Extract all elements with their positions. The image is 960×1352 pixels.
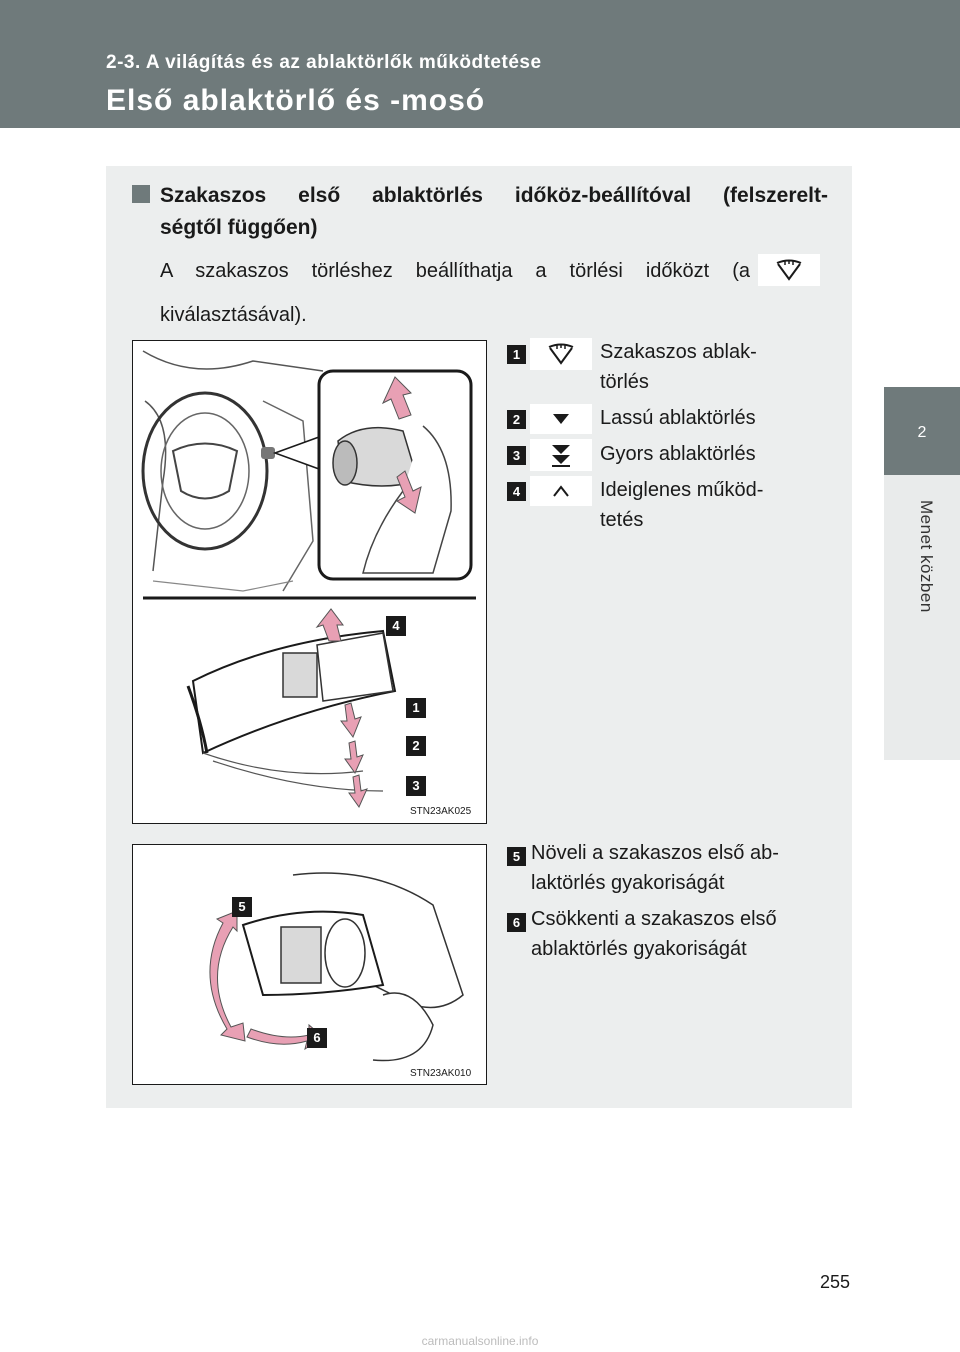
legend-badge-5: 5 <box>507 847 526 866</box>
section-heading-line2: ségtől függően) <box>160 216 318 239</box>
intro-line2: kiválasztásával). <box>160 304 307 326</box>
section-bullet-square <box>132 185 150 203</box>
intermittent-wipe-icon <box>530 338 592 370</box>
legend-badge-6: 6 <box>507 913 526 932</box>
wiper-lever-illustration <box>133 341 486 823</box>
legend-label-2: Lassú ablaktörlés <box>600 407 756 429</box>
figure1-callout-4: 4 <box>386 616 406 636</box>
figure1-code: STN23AK025 <box>410 806 472 817</box>
figure1-callout-3: 3 <box>406 776 426 796</box>
section-intro <box>160 256 750 330</box>
section-breadcrumb: 2-3. A világítás és az ablaktörlők működtetése <box>106 52 542 73</box>
figure-wiper-lever <box>132 340 487 824</box>
legend-label-6-line1: Csökkenti a szakaszos első <box>531 908 777 930</box>
legend-label-1-line2: törlés <box>600 371 649 393</box>
legend-badge-3: 3 <box>507 446 526 465</box>
page-title: Első ablaktörlő és -mosó <box>106 84 486 117</box>
watermark: carmanualsonline.info <box>421 1334 539 1348</box>
legend-badge-2: 2 <box>507 410 526 429</box>
figure2-callout-5: 5 <box>232 897 252 917</box>
legend-label-1 <box>600 337 757 397</box>
legend-label-6-line2: ablaktörlés gyakoriságát <box>531 938 747 960</box>
legend-label-4-line1: Ideiglenes működ- <box>600 479 764 501</box>
legend-label-3: Gyors ablaktörlés <box>600 443 756 465</box>
figure2-code: STN23AK010 <box>410 1068 472 1079</box>
intermittent-wipe-icon <box>758 254 820 286</box>
page-number: 255 <box>820 1272 851 1292</box>
legend-badge-1: 1 <box>507 345 526 364</box>
chevron-down-icon <box>530 404 592 434</box>
figure2-callout-6: 6 <box>307 1028 327 1048</box>
chapter-number: 2 <box>917 424 927 441</box>
chapter-title: Menet közben <box>917 500 936 613</box>
legend-label-5-line1: Növeli a szakaszos első ab- <box>531 842 779 864</box>
figure1-callout-2: 2 <box>406 736 426 756</box>
double-chevron-down-icon <box>530 439 592 471</box>
legend-badge-4: 4 <box>507 482 526 501</box>
chapter-side-tab[interactable] <box>884 0 960 1352</box>
legend-label-4 <box>600 475 763 535</box>
section-heading-line1: Szakaszos első ablaktörlés időköz-beállítóval (felszerelt- <box>160 184 828 207</box>
legend-label-4-line2: tetés <box>600 509 644 531</box>
figure1-callout-1: 1 <box>406 698 426 718</box>
intro-line1: A szakaszos törléshez beállíthatja a törlési időközt (a <box>160 260 750 282</box>
legend-label-1-line1: Szakaszos ablak- <box>600 341 757 363</box>
section-heading <box>160 180 828 244</box>
figure-interval-dial <box>132 844 487 1085</box>
page-header <box>0 0 960 128</box>
chevron-up-icon <box>530 476 592 506</box>
interval-dial-illustration <box>133 845 486 1084</box>
legend-label-5-line2: laktörlés gyakoriságát <box>531 872 725 894</box>
legend-label-5 <box>531 838 779 898</box>
legend-label-6 <box>531 904 777 964</box>
